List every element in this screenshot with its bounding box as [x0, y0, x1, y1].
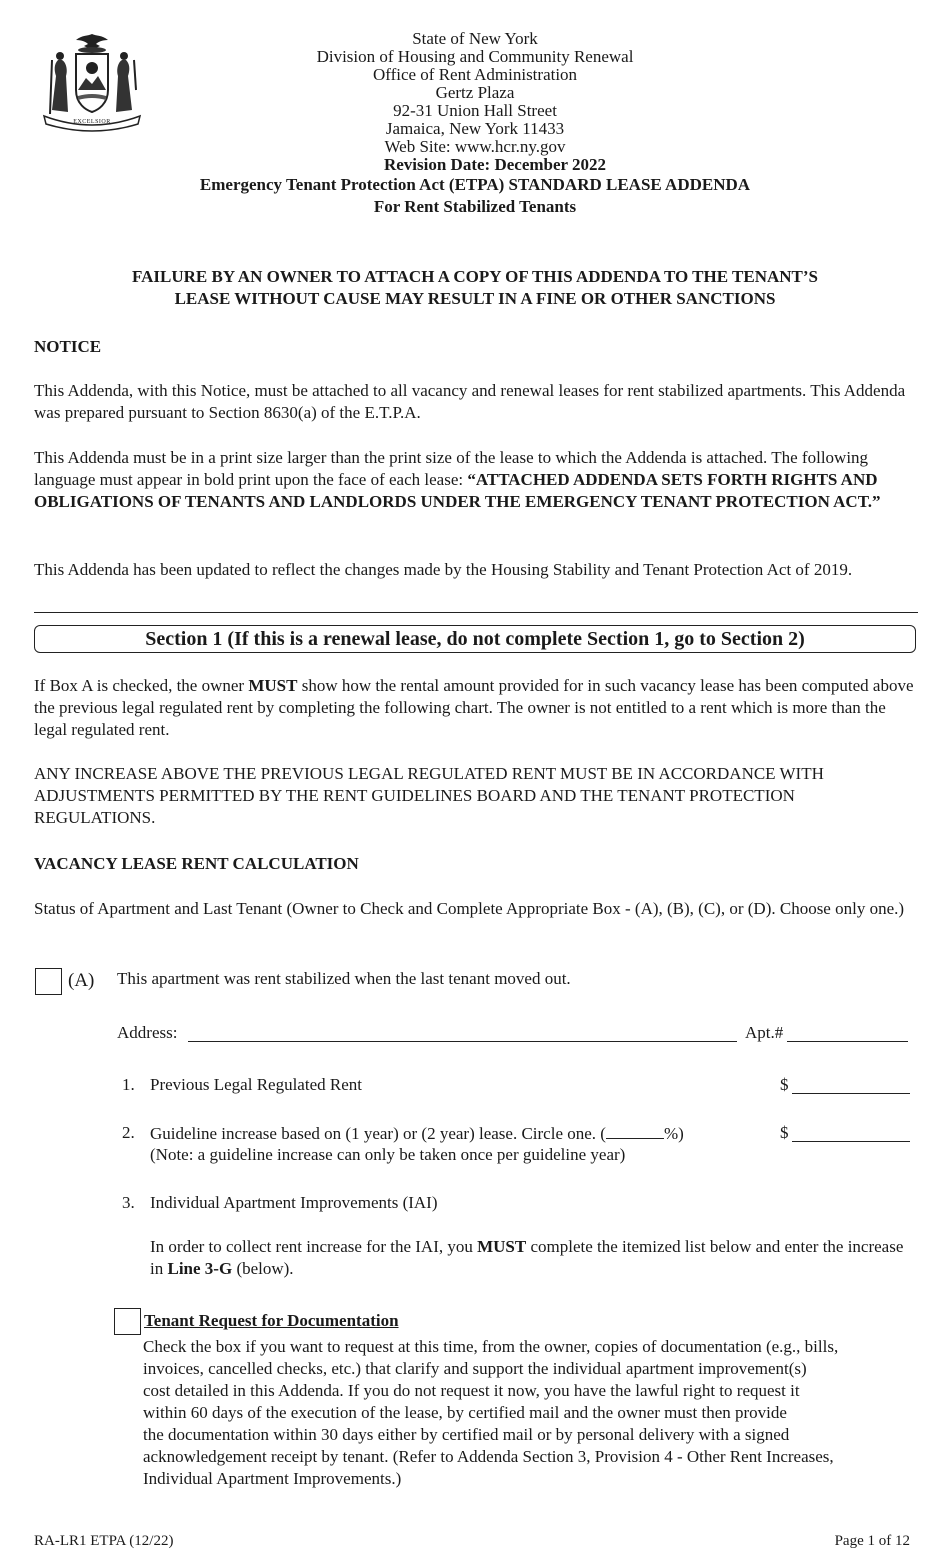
- page-number: Page 1 of 12: [834, 1533, 910, 1549]
- item-3-number: 3.: [122, 1193, 135, 1212]
- box-a-checkbox[interactable]: [35, 968, 62, 995]
- item-2-text: [150, 1122, 684, 1145]
- item-2-text-b: %): [663, 1124, 684, 1143]
- header-plaza: Gertz Plaza: [435, 83, 515, 102]
- iai-b: complete the itemized list below and enter the increase in: [150, 1237, 904, 1278]
- s1-p1-b: show how the rental amount provided for in such vacancy lease has been computed above the previous legal regulated rent by completing the following chart. The owner is not entitled to a rent which is more than the legal regulated rent.: [34, 676, 914, 739]
- section-1-paragraph-1: [34, 675, 914, 741]
- item-3-text: Individual Apartment Improvements (IAI): [150, 1193, 438, 1212]
- item-1-dollar: $: [780, 1075, 789, 1094]
- iai-c: (below).: [232, 1259, 294, 1278]
- tenant-request-line: invoices, cancelled checks, etc.) that clarify and support the individual apartment improvement(s): [143, 1359, 807, 1378]
- tenant-request-body: [143, 1336, 923, 1490]
- notice-paragraph-1: This Addenda, with this Notice, must be attached to all vacancy and renewal leases for rent stabilized apartments. This Addenda was prepared pursuant to Section 8630(a) of the E.T.P.A.: [34, 381, 906, 422]
- tenant-request-line: Check the box if you want to request at this time, from the owner, copies of documentation (e.g., bills,: [143, 1337, 839, 1356]
- item-2-amount-field[interactable]: [792, 1124, 910, 1142]
- tenant-request-line: within 60 days of the execution of the lease, by certified mail and the owner must then provide: [143, 1403, 787, 1422]
- item-2-dollar: $: [780, 1123, 789, 1142]
- warning-notice: [60, 266, 890, 310]
- form-id: RA-LR1 ETPA (12/22): [34, 1533, 174, 1549]
- item-1-text: Previous Legal Regulated Rent: [150, 1075, 362, 1094]
- section-1-paragraph-2: ANY INCREASE ABOVE THE PREVIOUS LEGAL REGULATED RENT MUST BE IN ACCORDANCE WITH ADJUSTMENTS PERMITTED BY THE RENT GUIDELINES BOARD AND THE TENANT PROTECTION REGULATIONS.: [34, 764, 824, 827]
- notice-paragraph-3: This Addenda has been updated to reflect the changes made by the Housing Stability and Tenant Protection Act of 2019.: [34, 560, 853, 579]
- header-city: Jamaica, New York 11433: [385, 119, 565, 138]
- tenant-request-line: cost detailed in this Addenda. If you do not request it now, you have the lawful right to request it: [143, 1381, 800, 1400]
- warning-line-2: LEASE WITHOUT CAUSE MAY RESULT IN A FINE OR OTHER SANCTIONS: [174, 289, 776, 308]
- notice-paragraph-2: [34, 447, 914, 513]
- notice-heading: NOTICE: [34, 337, 102, 356]
- notice-p2-bold: “ATTACHED ADDENDA SETS FORTH RIGHTS AND OBLIGATIONS OF TENANTS AND LANDLORDS UNDER THE EMERGENCY TENANT PROTECTION ACT.”: [34, 470, 881, 511]
- divider: [34, 612, 918, 613]
- s1-p1-a: If Box A is checked, the owner: [34, 676, 249, 695]
- header-office: Office of Rent Administration: [372, 65, 578, 84]
- header-street: 92-31 Union Hall Street: [393, 101, 557, 120]
- tenant-request-line: acknowledgement receipt by tenant. (Refer to Addenda Section 3, Provision 4 - Other Rent Increases,: [143, 1447, 834, 1466]
- warning-line-1: FAILURE BY AN OWNER TO ATTACH A COPY OF THIS ADDENDA TO THE TENANT’S: [132, 267, 818, 286]
- tenant-request-line: the documentation within 30 days either by certified mail or by personal delivery with a signed: [143, 1425, 790, 1444]
- tenant-request-checkbox[interactable]: [114, 1308, 141, 1335]
- header-state: State of New York: [412, 29, 538, 48]
- tenant-request-title: Tenant Request for Documentation: [144, 1311, 399, 1330]
- seal-motto: EXCELSIOR: [73, 119, 111, 125]
- item-2-number: 2.: [122, 1123, 135, 1142]
- address-label: Address:: [117, 1023, 178, 1042]
- notice-p2-text: This Addenda must be in a print size larger than the print size of the lease to which the Addenda is attached. The following language must appear in bold print upon the face of each lease:: [34, 448, 869, 489]
- apt-label: Apt.#: [745, 1023, 784, 1042]
- box-a-text: This apartment was rent stabilized when the last tenant moved out.: [117, 969, 571, 988]
- iai-must: MUST: [477, 1237, 527, 1256]
- document-header: [100, 30, 850, 218]
- item-2-note: (Note: a guideline increase can only be taken once per guideline year): [150, 1145, 626, 1164]
- item-2-text-a: Guideline increase based on (1 year) or (2 year) lease. Circle one. (: [150, 1124, 606, 1143]
- iai-a: In order to collect rent increase for the IAI, you: [150, 1237, 478, 1256]
- iai-instructions: [150, 1236, 915, 1280]
- s1-p1-must: MUST: [248, 676, 298, 695]
- header-division: Division of Housing and Community Renewal: [316, 47, 634, 66]
- item-2-percent-field[interactable]: [606, 1122, 664, 1139]
- address-field[interactable]: [188, 1024, 737, 1042]
- page-subtitle: For Rent Stabilized Tenants: [373, 197, 577, 216]
- item-1-amount-field[interactable]: [792, 1076, 910, 1094]
- tenant-request-line: Individual Apartment Improvements.): [143, 1469, 402, 1488]
- calc-heading: VACANCY LEASE RENT CALCULATION: [34, 854, 359, 873]
- section-1-title: Section 1 (If this is a renewal lease, do not complete Section 1, go to Section 2): [34, 625, 916, 653]
- iai-line-ref: Line 3-G: [167, 1259, 233, 1278]
- header-revision: Revision Date: December 2022: [383, 155, 607, 174]
- apt-field[interactable]: [787, 1024, 908, 1042]
- box-a-label: (A): [68, 970, 95, 991]
- page-title: Emergency Tenant Protection Act (ETPA) STANDARD LEASE ADDENDA: [199, 175, 751, 194]
- status-instructions: Status of Apartment and Last Tenant (Owner to Check and Complete Appropriate Box - (A), (B), (C), or (D). Choose only one.): [34, 899, 905, 918]
- item-1-number: 1.: [122, 1075, 135, 1094]
- header-website: Web Site: www.hcr.ny.gov: [384, 137, 566, 156]
